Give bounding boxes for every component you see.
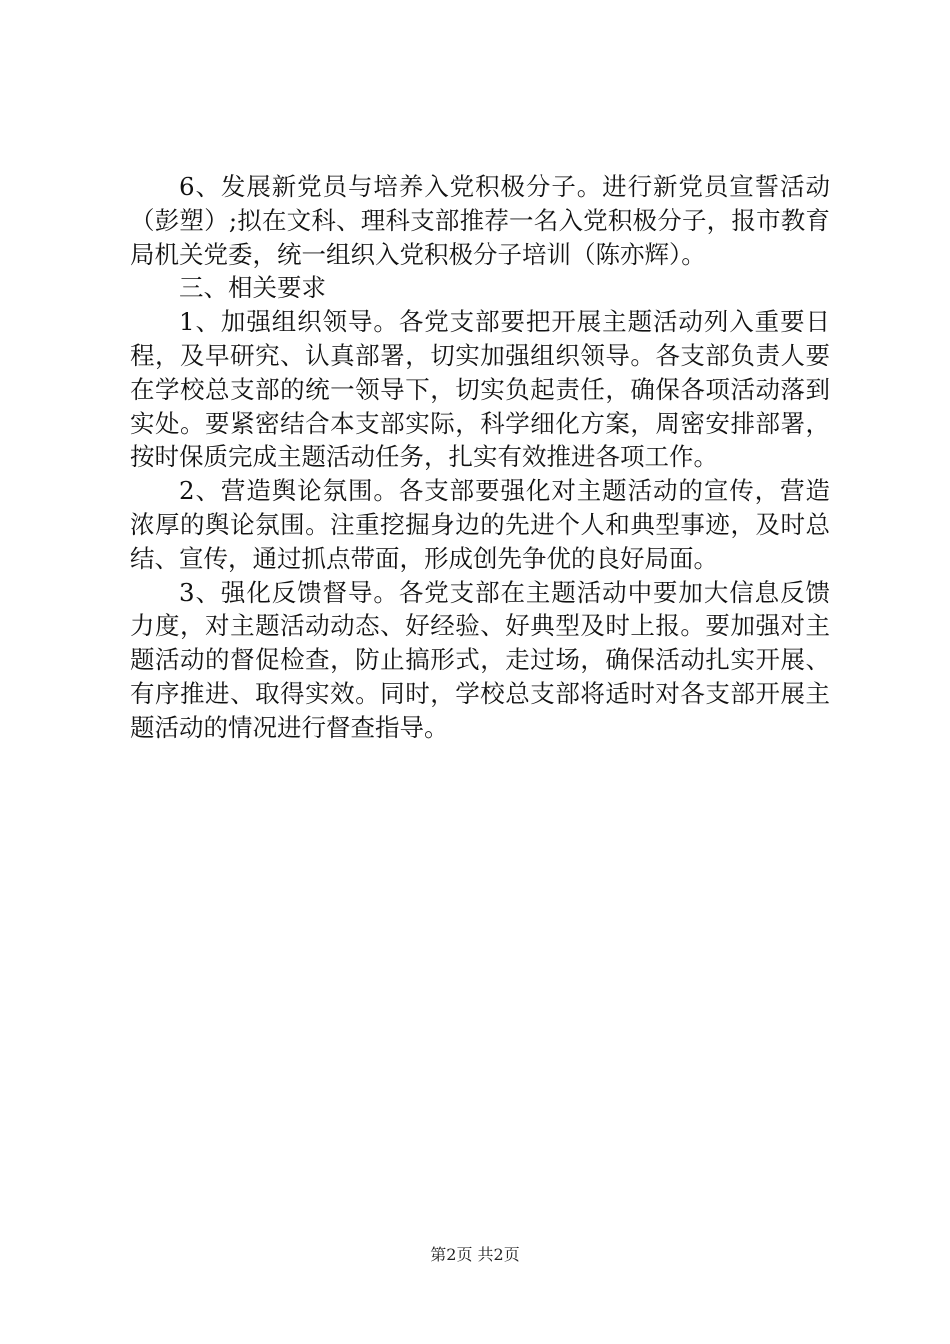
page-number-footer: 第2页 共2页 xyxy=(430,1245,520,1264)
paragraph-requirement-2: 2、营造舆论氛围。各支部要强化对主题活动的宣传，营造浓厚的舆论氛围。注重挖掘身边的先进个人和典型事迹，及时总结、宣传，通过抓点带面，形成创先争优的良好局面。 xyxy=(130,476,830,573)
document-body xyxy=(130,170,830,745)
section-heading-requirements: 三、相关要求 xyxy=(179,273,326,303)
paragraph-item-6-new-members: 6、发展新党员与培养入党积极分子。进行新党员宣誓活动（彭塑）;拟在文科、理科支部推荐一名入党积极分子，报市教育局机关党委，统一组织入党积极分子培训（陈亦辉）。 xyxy=(130,172,830,269)
paragraph-requirement-3: 3、强化反馈督导。各党支部在主题活动中要加大信息反馈力度，对主题活动动态、好经验、好典型及时上报。要加强对主题活动的督促检查，防止搞形式，走过场，确保活动扎实开展、有序推进、取得实效。同时，学校总支部将适时对各支部开展主题活动的情况进行督查指导。 xyxy=(130,577,830,742)
paragraph-requirement-1: 1、加强组织领导。各党支部要把开展主题活动列入重要日程，及早研究、认真部署，切实加强组织领导。各支部负责人要在学校总支部的统一领导下，切实负起责任，确保各项活动落到实处。要紧密结合本支部实际，科学细化方案，周密安排部署，按时保质完成主题活动任务，扎实有效推进各项工作。 xyxy=(130,307,830,472)
